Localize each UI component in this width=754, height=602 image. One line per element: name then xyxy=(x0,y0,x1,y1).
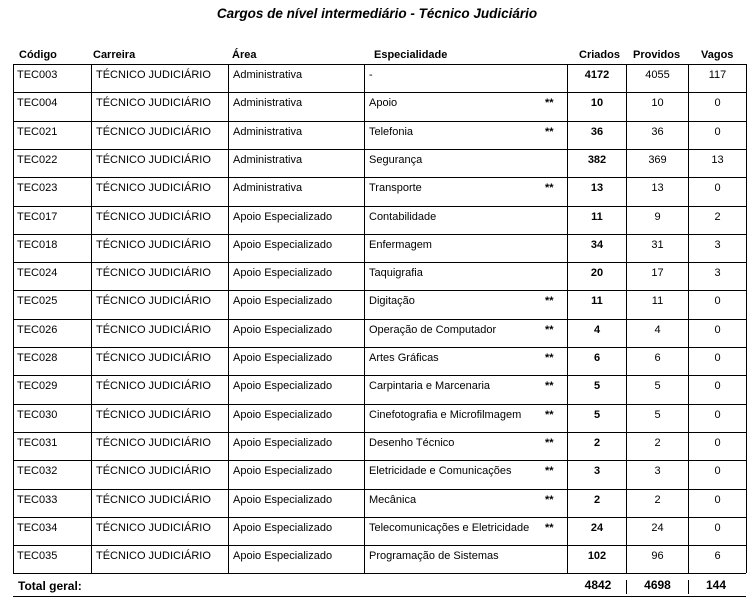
cell-carreira: TÉCNICO JUDICIÁRIO xyxy=(96,153,211,166)
cell-criados: 13 xyxy=(590,182,604,195)
column-rule xyxy=(746,64,747,573)
cell-providos: 9 xyxy=(654,210,661,223)
cell-carreira: TÉCNICO JUDICIÁRIO xyxy=(96,380,211,393)
cell-vagos: 117 xyxy=(708,69,727,81)
cell-mark: ** xyxy=(545,521,554,534)
cell-carreira: TÉCNICO JUDICIÁRIO xyxy=(96,210,211,223)
cell-carreira: TÉCNICO JUDICIÁRIO xyxy=(96,323,211,336)
cell-especialidade: Apoio xyxy=(369,97,398,110)
header-rule xyxy=(13,64,746,65)
cell-providos: 2 xyxy=(654,436,661,449)
cell-area: Apoio Especializado xyxy=(233,267,333,280)
cell-especialidade: Artes Gráficas xyxy=(369,352,439,364)
header-area: Área xyxy=(232,49,257,61)
total-rule xyxy=(13,596,746,597)
row-rule xyxy=(13,262,746,263)
cell-area: Apoio Especializado xyxy=(233,493,333,506)
cell-providos: 36 xyxy=(651,125,664,138)
cell-especialidade: Operação de Computador xyxy=(369,323,497,336)
cell-criados: 5 xyxy=(593,408,601,421)
cell-especialidade: Mecânica xyxy=(369,493,417,506)
column-rule xyxy=(13,64,14,573)
cell-especialidade: Telecomunicações e Eletricidade xyxy=(369,521,530,534)
cell-codigo: TEC017 xyxy=(17,210,58,223)
cell-vagos: 6 xyxy=(714,550,721,563)
cell-area: Apoio Especializado xyxy=(233,521,333,534)
header-criados: Criados xyxy=(579,49,620,61)
row-rule xyxy=(13,177,746,178)
cell-carreira: TÉCNICO JUDICIÁRIO xyxy=(96,125,211,138)
total-label: Total geral: xyxy=(18,579,82,593)
cell-providos: 17 xyxy=(651,267,664,280)
row-rule xyxy=(13,460,746,461)
cell-vagos: 0 xyxy=(714,323,721,336)
cell-mark: ** xyxy=(545,323,554,336)
cell-mark: ** xyxy=(545,493,554,506)
header-vagos: Vagos xyxy=(701,49,734,61)
cell-criados: 5 xyxy=(593,380,601,393)
cell-codigo: TEC003 xyxy=(17,69,58,81)
cell-area: Apoio Especializado xyxy=(233,295,333,308)
cell-area: Apoio Especializado xyxy=(233,465,333,478)
cell-area: Apoio Especializado xyxy=(233,238,333,251)
row-rule xyxy=(13,206,746,207)
cell-vagos: 0 xyxy=(714,521,721,534)
row-rule xyxy=(13,319,746,320)
row-rule xyxy=(13,149,746,150)
cell-vagos: 2 xyxy=(714,210,721,223)
cell-especialidade: Digitação xyxy=(369,295,415,308)
cell-mark: ** xyxy=(545,125,554,138)
cell-carreira: TÉCNICO JUDICIÁRIO xyxy=(96,465,211,478)
cell-providos: 5 xyxy=(654,408,661,421)
cell-vagos: 3 xyxy=(714,267,721,280)
row-rule xyxy=(13,432,746,433)
cell-carreira: TÉCNICO JUDICIÁRIO xyxy=(96,69,211,81)
cell-criados: 11 xyxy=(591,295,603,308)
cell-carreira: TÉCNICO JUDICIÁRIO xyxy=(96,295,211,308)
cell-providos: 4055 xyxy=(645,69,670,81)
cell-especialidade: Segurança xyxy=(369,153,423,166)
cell-codigo: TEC032 xyxy=(17,465,58,478)
cell-carreira: TÉCNICO JUDICIÁRIO xyxy=(96,408,211,421)
cell-mark: ** xyxy=(545,436,554,449)
cell-criados: 10 xyxy=(590,97,604,110)
cell-especialidade: Eletricidade e Comunicações xyxy=(369,465,512,478)
cell-area: Apoio Especializado xyxy=(233,550,333,563)
cell-area: Administrativa xyxy=(233,69,303,81)
cell-vagos: 0 xyxy=(714,408,721,421)
cell-especialidade: - xyxy=(369,69,373,81)
row-rule xyxy=(13,404,746,405)
cell-carreira: TÉCNICO JUDICIÁRIO xyxy=(96,238,211,251)
cell-codigo: TEC021 xyxy=(17,125,58,138)
cell-codigo: TEC035 xyxy=(17,550,58,563)
cell-mark: ** xyxy=(545,97,554,110)
cell-vagos: 0 xyxy=(714,125,721,138)
total-criados: 4842 xyxy=(584,578,612,592)
cell-providos: 96 xyxy=(651,550,664,563)
cell-area: Administrativa xyxy=(233,182,303,195)
cell-criados: 6 xyxy=(593,352,601,364)
cell-especialidade: Taquigrafia xyxy=(369,267,423,280)
cell-area: Apoio Especializado xyxy=(233,323,333,336)
cell-especialidade: Telefonia xyxy=(369,125,414,138)
cell-codigo: TEC018 xyxy=(17,238,58,251)
total-divider xyxy=(688,580,689,594)
cell-criados: 24 xyxy=(590,521,604,534)
cell-mark: ** xyxy=(545,408,554,421)
total-divider xyxy=(626,580,627,594)
column-rule xyxy=(228,64,229,573)
cell-providos: 2 xyxy=(654,493,661,506)
cell-carreira: TÉCNICO JUDICIÁRIO xyxy=(96,436,211,449)
cell-carreira: TÉCNICO JUDICIÁRIO xyxy=(96,97,211,110)
cell-vagos: 0 xyxy=(714,97,721,110)
row-rule xyxy=(13,573,746,574)
cell-criados: 34 xyxy=(590,238,604,251)
cell-codigo: TEC025 xyxy=(17,295,58,308)
header-providos: Providos xyxy=(633,49,681,61)
cell-providos: 31 xyxy=(651,238,664,251)
row-rule xyxy=(13,375,746,376)
total-providos: 4698 xyxy=(644,578,671,592)
cell-providos: 13 xyxy=(651,182,664,195)
cell-codigo: TEC031 xyxy=(17,436,58,449)
cell-especialidade: Contabilidade xyxy=(369,210,437,223)
cell-criados: 4172 xyxy=(584,69,610,81)
cell-vagos: 0 xyxy=(714,352,721,364)
cell-mark: ** xyxy=(545,295,554,308)
cell-carreira: TÉCNICO JUDICIÁRIO xyxy=(96,493,211,506)
row-rule xyxy=(13,121,746,122)
cell-codigo: TEC034 xyxy=(17,521,58,534)
cell-criados: 102 xyxy=(587,550,607,563)
cell-especialidade: Carpintaria e Marcenaria xyxy=(369,380,491,393)
header-carreira: Carreira xyxy=(93,49,136,61)
cell-carreira: TÉCNICO JUDICIÁRIO xyxy=(96,521,211,534)
row-rule xyxy=(13,92,746,93)
cell-codigo: TEC022 xyxy=(17,153,58,166)
cell-providos: 369 xyxy=(648,153,667,166)
cell-area: Apoio Especializado xyxy=(233,380,333,393)
cell-carreira: TÉCNICO JUDICIÁRIO xyxy=(96,267,211,280)
cell-codigo: TEC024 xyxy=(17,267,58,280)
cell-especialidade: Enfermagem xyxy=(369,238,432,251)
cell-criados: 2 xyxy=(593,493,601,506)
cell-criados: 11 xyxy=(591,210,603,223)
row-rule xyxy=(13,290,746,291)
cell-criados: 3 xyxy=(593,465,601,478)
cell-codigo: TEC029 xyxy=(17,380,58,393)
cell-area: Apoio Especializado xyxy=(233,352,333,364)
total-vagos: 144 xyxy=(705,578,727,592)
cell-area: Apoio Especializado xyxy=(233,408,333,421)
cell-codigo: TEC030 xyxy=(17,408,58,421)
cell-area: Apoio Especializado xyxy=(233,436,333,449)
cell-vagos: 0 xyxy=(714,436,721,449)
cell-codigo: TEC033 xyxy=(17,493,58,506)
row-rule xyxy=(13,347,746,348)
cell-area: Administrativa xyxy=(233,97,303,110)
cell-vagos: 13 xyxy=(711,153,724,166)
cell-providos: 5 xyxy=(654,380,661,393)
cell-mark: ** xyxy=(545,380,554,393)
cell-area: Administrativa xyxy=(233,125,303,138)
row-rule xyxy=(13,489,746,490)
cell-especialidade: Transporte xyxy=(369,182,422,195)
cell-vagos: 0 xyxy=(714,380,721,393)
cell-criados: 4 xyxy=(593,323,601,336)
cell-carreira: TÉCNICO JUDICIÁRIO xyxy=(96,550,211,563)
cell-mark: ** xyxy=(545,465,554,478)
cell-providos: 24 xyxy=(651,521,664,534)
cell-criados: 20 xyxy=(590,267,604,280)
row-rule xyxy=(13,234,746,235)
cell-codigo: TEC004 xyxy=(17,97,58,110)
column-rule xyxy=(364,64,365,573)
cell-vagos: 0 xyxy=(714,182,721,195)
cell-criados: 2 xyxy=(593,436,601,449)
cell-providos: 11 xyxy=(651,295,664,308)
cell-codigo: TEC023 xyxy=(17,182,58,195)
cell-vagos: 0 xyxy=(714,295,721,308)
cell-providos: 10 xyxy=(651,97,664,110)
cell-especialidade: Cinefotografia e Microfilmagem xyxy=(369,408,522,421)
row-rule xyxy=(13,545,746,546)
cell-codigo: TEC026 xyxy=(17,323,58,336)
cell-mark: ** xyxy=(545,182,554,195)
cell-mark: ** xyxy=(545,352,554,364)
header-codigo: Código xyxy=(19,49,57,61)
cell-providos: 4 xyxy=(654,323,661,336)
cell-criados: 382 xyxy=(587,153,607,166)
cell-especialidade: Desenho Técnico xyxy=(369,436,455,449)
cell-especialidade: Programação de Sistemas xyxy=(369,550,499,563)
header-especialidade: Especialidade xyxy=(374,49,448,61)
cell-codigo: TEC028 xyxy=(17,352,58,364)
cell-area: Apoio Especializado xyxy=(233,210,333,223)
cell-carreira: TÉCNICO JUDICIÁRIO xyxy=(96,182,211,195)
cell-criados: 36 xyxy=(590,125,604,138)
cell-carreira: TÉCNICO JUDICIÁRIO xyxy=(96,352,211,364)
cell-providos: 3 xyxy=(654,465,661,478)
document-title: Cargos de nível intermediário - Técnico Judiciário xyxy=(216,6,538,21)
cell-vagos: 3 xyxy=(714,238,721,251)
cell-vagos: 0 xyxy=(714,493,721,506)
cell-vagos: 0 xyxy=(714,465,721,478)
row-rule xyxy=(13,517,746,518)
column-rule xyxy=(91,64,92,573)
cell-area: Administrativa xyxy=(233,153,303,166)
cell-providos: 6 xyxy=(654,352,661,364)
